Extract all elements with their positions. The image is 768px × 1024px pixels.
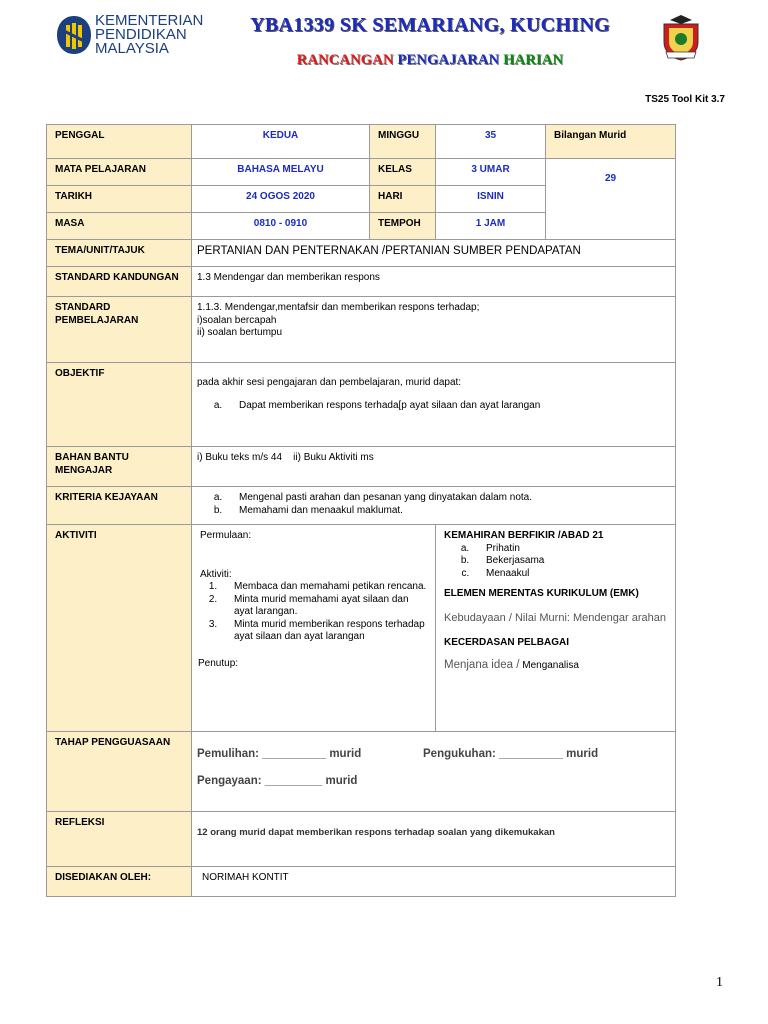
mata-pelajaran-value: BAHASA MELAYU [192, 159, 370, 186]
school-title: YBA1339 SK SEMARIANG, KUCHING [250, 14, 610, 36]
ministry-line-1: KEMENTERIAN [95, 12, 204, 29]
permulaan-label: Permulaan: [200, 530, 252, 541]
page-number: 1 [716, 975, 723, 990]
refleksi-label: REFLEKSI [47, 812, 192, 867]
tahap-value [192, 732, 676, 812]
masa-label: MASA [47, 213, 192, 240]
tahap-label: TAHAP PENGGUASAAN [47, 732, 192, 812]
minggu-value: 35 [436, 125, 546, 159]
tema-label: TEMA/UNIT/TAJUK [47, 240, 192, 267]
title-word-2: PENGAJARAN [397, 52, 500, 68]
disediakan-label: DISEDIAKAN OLEH: [47, 867, 192, 897]
mata-pelajaran-label: MATA PELAJARAN [47, 159, 192, 186]
hari-label: HARI [370, 186, 436, 213]
tarikh-value: 24 OGOS 2020 [192, 186, 370, 213]
objektif-value [192, 363, 676, 447]
toolkit-label: TS25 Tool Kit 3.7 [645, 94, 725, 105]
sp-line: i)soalan bercapah [197, 314, 277, 326]
kelas-value: 3 UMAR [436, 159, 546, 186]
kriteria-value [192, 487, 676, 525]
bilangan-label: Bilangan Murid [546, 125, 676, 159]
masa-value: 0810 - 0910 [192, 213, 370, 240]
school-crest [660, 12, 702, 62]
kbat-item: c. Menaakul [472, 568, 670, 581]
refleksi-text: 12 orang murid dapat memberikan respons terhadap soalan yang dikemukakan [197, 827, 555, 838]
penggal-value: KEDUA [192, 125, 370, 159]
objektif-label: OBJEKTIF [47, 363, 192, 447]
kelas-label: KELAS [370, 159, 436, 186]
document-title [230, 52, 630, 69]
bahan-value: i) Buku teks m/s 44 ii) Buku Aktiviti ms [192, 447, 676, 487]
aktiviti-label: AKTIVITI [47, 525, 192, 732]
kecerdasan-value [444, 659, 670, 673]
tempoh-value: 1 JAM [436, 213, 546, 240]
kriteria-item: a. Mengenal pasti arahan dan pesanan yang dinyatakan dalam nota. [225, 492, 670, 505]
aktiviti-step: 1. Membaca dan memahami petikan rencana. [220, 581, 430, 594]
ministry-name [95, 14, 203, 56]
ministry-line-3: MALAYSIA [95, 40, 169, 57]
minggu-label: MINGGU [370, 125, 436, 159]
title-word-1: RANCANGAN [296, 52, 394, 68]
tema-value: PERTANIAN DAN PENTERNAKAN /PERTANIAN SUMBER PENDAPATAN [192, 240, 676, 267]
kecerdasan-a: Menjana idea / [444, 659, 520, 671]
kbat-heading: KEMAHIRAN BERFIKIR /ABAD 21 [444, 530, 604, 541]
ministry-logo [56, 15, 92, 55]
sp-line: 1.1.3. Mendengar,mentafsir dan memberikan respons terhadap; [197, 302, 480, 313]
penutup-label: Penutup: [198, 657, 239, 669]
pengukuhan-field: Pengukuhan: __________ murid [423, 748, 599, 760]
pemulihan-field: Pemulihan: __________ murid [197, 748, 362, 760]
tarikh-label: TARIKH [47, 186, 192, 213]
objektif-item: a. Dapat memberikan respons terhada[p ayat silaan dan ayat larangan [225, 400, 670, 413]
pengayaan-field: Pengayaan: _________ murid [197, 775, 358, 787]
kecerdasan-b: Menganalisa [522, 660, 579, 671]
aktiviti-heading: Aktiviti: [200, 568, 232, 580]
kriteria-label: KRITERIA KEJAYAAN [47, 487, 192, 525]
aktiviti-elements [436, 525, 676, 732]
standard-kandungan-value: 1.3 Mendengar dan memberikan respons [192, 267, 676, 297]
standard-pembelajaran-label: STANDARD PEMBELAJARAN [47, 297, 192, 363]
kecerdasan-heading: KECERDASAN PELBAGAI [444, 636, 570, 648]
title-word-3: HARIAN [503, 52, 564, 68]
emk-heading: ELEMEN MERENTAS KURIKULUM (EMK) [444, 588, 639, 599]
ministry-line-2: PENDIDIKAN [95, 26, 187, 43]
bahan-label: BAHAN BANTU MENGAJAR [47, 447, 192, 487]
aktiviti-steps [192, 525, 436, 732]
objektif-intro: pada akhir sesi pengajaran dan pembelajaran, murid dapat: [197, 377, 462, 388]
sp-line: ii) soalan bertumpu [197, 327, 283, 338]
aktiviti-step: 2. Minta murid memahami ayat silaan dan ayat larangan. [220, 594, 430, 619]
penggal-label: PENGGAL [47, 125, 192, 159]
disediakan-value: NORIMAH KONTIT [192, 867, 676, 897]
lesson-plan-table [46, 124, 676, 897]
bilangan-value: 29 [546, 159, 676, 240]
hari-value: ISNIN [436, 186, 546, 213]
refleksi-value [192, 812, 676, 867]
tempoh-label: TEMPOH [370, 213, 436, 240]
kriteria-item: b. Memahami dan menaakul maklumat. [225, 505, 670, 518]
emk-value: Kebudayaan / Nilai Murni: Mendengar arahan [444, 611, 666, 624]
aktiviti-step: 3. Minta murid memberikan respons terhadap ayat silaan dan ayat larangan [220, 619, 430, 644]
kbat-item: a. Prihatin [472, 543, 670, 556]
kbat-item: b. Bekerjasama [472, 555, 670, 568]
standard-kandungan-label: STANDARD KANDUNGAN [47, 267, 192, 297]
standard-pembelajaran-value [192, 297, 676, 363]
